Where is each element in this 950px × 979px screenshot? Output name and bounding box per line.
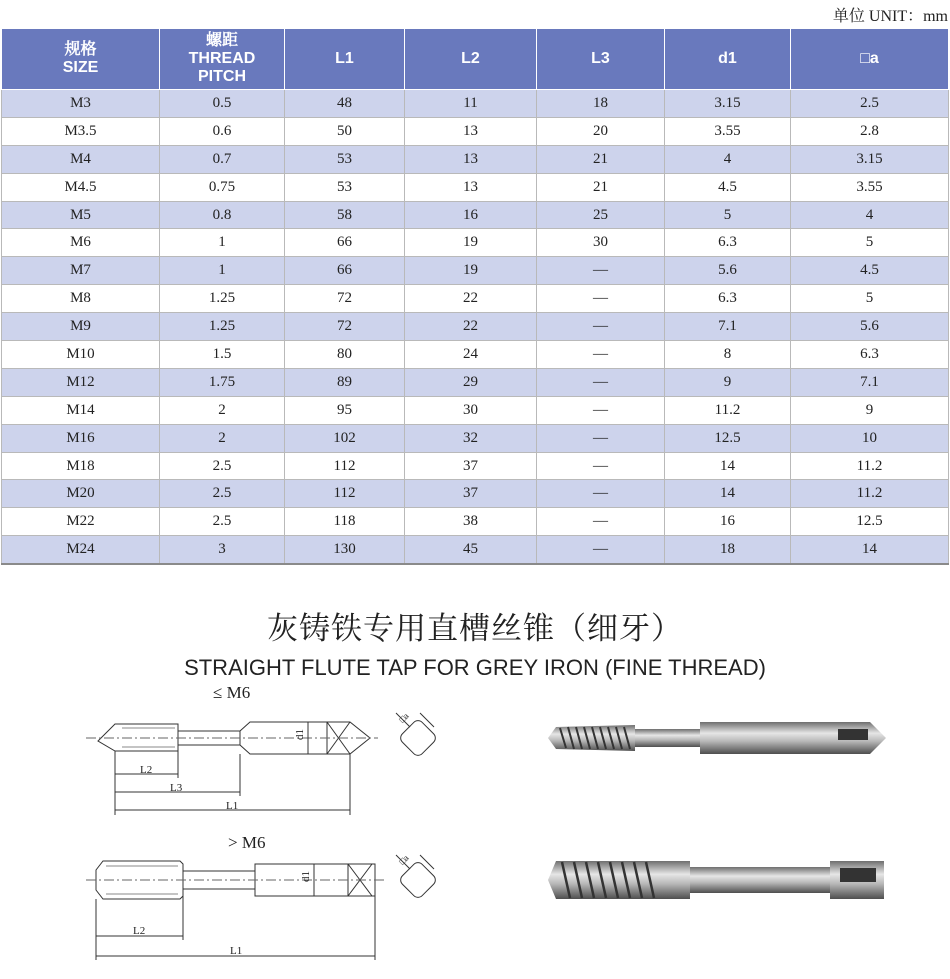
table-cell: 2.5	[160, 508, 285, 536]
table-cell: M4	[2, 145, 160, 173]
header-text-en: L3	[591, 50, 610, 67]
table-cell: 32	[405, 424, 537, 452]
header-text-en2: PITCH	[198, 68, 246, 85]
table-cell: M5	[2, 201, 160, 229]
table-cell: 14	[665, 452, 791, 480]
table-cell: 66	[285, 229, 405, 257]
header-text-en: d1	[718, 50, 737, 67]
table-cell: 30	[405, 396, 537, 424]
table-cell: 20	[537, 117, 665, 145]
large-tap-photo	[548, 861, 884, 899]
table-cell: M22	[2, 508, 160, 536]
table-cell: 1	[160, 257, 285, 285]
table-cell: 8	[665, 341, 791, 369]
table-cell: 37	[405, 480, 537, 508]
table-cell: 0.8	[160, 201, 285, 229]
table-cell: 7.1	[665, 313, 791, 341]
table-cell: 22	[405, 285, 537, 313]
table-cell: 3.15	[791, 145, 949, 173]
table-cell: 4	[665, 145, 791, 173]
table-cell: 13	[405, 117, 537, 145]
table-cell: 29	[405, 368, 537, 396]
table-cell: 112	[285, 480, 405, 508]
small-label-l3: L3	[170, 782, 183, 794]
table-cell: 9	[665, 368, 791, 396]
table-cell: 22	[405, 313, 537, 341]
table-cell: 0.6	[160, 117, 285, 145]
table-cell: 30	[537, 229, 665, 257]
condition-large: > M6	[228, 833, 266, 852]
table-cell: 11.2	[791, 452, 949, 480]
small-tap-photo	[548, 722, 886, 754]
header-text-en: L1	[335, 50, 354, 67]
table-cell: M10	[2, 341, 160, 369]
table-cell: 53	[285, 173, 405, 201]
table-cell: 11	[405, 90, 537, 118]
table-cell: 6.3	[665, 229, 791, 257]
table-cell: 11.2	[791, 480, 949, 508]
table-cell: 2.5	[160, 480, 285, 508]
table-cell: 2.5	[791, 90, 949, 118]
table-cell: 10	[791, 424, 949, 452]
table-cell: M12	[2, 368, 160, 396]
large-label-l2: L2	[133, 925, 146, 937]
table-cell: 12.5	[665, 424, 791, 452]
table-cell: 102	[285, 424, 405, 452]
table-cell: 0.7	[160, 145, 285, 173]
table-cell: 2	[160, 424, 285, 452]
table-cell: 24	[405, 341, 537, 369]
table-cell: 0.5	[160, 90, 285, 118]
table-cell: —	[537, 424, 665, 452]
table-cell: 7.1	[791, 368, 949, 396]
table-cell: —	[537, 257, 665, 285]
table-cell: 19	[405, 257, 537, 285]
table-cell: 6.3	[791, 341, 949, 369]
table-cell: —	[537, 396, 665, 424]
table-cell: 3	[160, 536, 285, 564]
table-cell: 3.55	[665, 117, 791, 145]
table-cell: 5.6	[791, 313, 949, 341]
table-cell: 37	[405, 452, 537, 480]
table-cell: 118	[285, 508, 405, 536]
table-cell: 0.75	[160, 173, 285, 201]
table-cell: 4.5	[791, 257, 949, 285]
table-cell: M6	[2, 229, 160, 257]
table-cell: 1	[160, 229, 285, 257]
table-cell: —	[537, 452, 665, 480]
table-cell: 112	[285, 452, 405, 480]
header-text-cn: 螺距	[205, 32, 238, 49]
small-label-l2: L2	[140, 764, 153, 776]
table-cell: 72	[285, 285, 405, 313]
table-cell: 2.5	[160, 452, 285, 480]
table-cell: 48	[285, 90, 405, 118]
small-label-l1: L1	[226, 800, 239, 812]
large-label-l1: L1	[230, 945, 243, 957]
table-cell: 53	[285, 145, 405, 173]
table-cell: 45	[405, 536, 537, 564]
table-cell: 21	[537, 173, 665, 201]
small-label-d1: d1	[294, 729, 306, 740]
table-cell: 14	[665, 480, 791, 508]
condition-small: ≤ M6	[213, 683, 251, 702]
title-chinese: 灰铸铁专用直槽丝锥（细牙）	[267, 611, 683, 647]
table-cell: 5	[791, 285, 949, 313]
table-cell: 72	[285, 313, 405, 341]
table-cell: 1.25	[160, 313, 285, 341]
table-cell: M9	[2, 313, 160, 341]
table-cell: —	[537, 508, 665, 536]
table-cell: —	[537, 480, 665, 508]
table-cell: —	[537, 536, 665, 564]
table-cell: 4.5	[665, 173, 791, 201]
table-cell: M20	[2, 480, 160, 508]
table-cell: 1.75	[160, 368, 285, 396]
table-cell: 4	[791, 201, 949, 229]
table-cell: 5.6	[665, 257, 791, 285]
table-cell: 2.8	[791, 117, 949, 145]
table-cell: —	[537, 285, 665, 313]
table-cell: 18	[537, 90, 665, 118]
table-cell: 66	[285, 257, 405, 285]
large-label-d1: d1	[300, 871, 312, 882]
table-cell: M7	[2, 257, 160, 285]
table-cell: M16	[2, 424, 160, 452]
table-cell: 18	[665, 536, 791, 564]
table-cell: M18	[2, 452, 160, 480]
header-text-en: L2	[461, 50, 480, 67]
table-cell: 38	[405, 508, 537, 536]
title-english: STRAIGHT FLUTE TAP FOR GREY IRON (FINE THREAD)	[184, 655, 766, 680]
table-cell: —	[537, 368, 665, 396]
table-cell: 11.2	[665, 396, 791, 424]
unit-label: 单位 UNIT：mm	[832, 8, 948, 25]
table-cell: 1.25	[160, 285, 285, 313]
table-cell: 12.5	[791, 508, 949, 536]
table-cell: M8	[2, 285, 160, 313]
small-label-a: □a	[396, 710, 411, 725]
table-cell: 13	[405, 173, 537, 201]
table-cell: 3.15	[665, 90, 791, 118]
table-cell: M3.5	[2, 117, 160, 145]
table-cell: 1.5	[160, 341, 285, 369]
table-cell: —	[537, 313, 665, 341]
table-cell: 80	[285, 341, 405, 369]
table-cell: 21	[537, 145, 665, 173]
header-text-cn: 规格	[64, 41, 97, 58]
table-cell: 19	[405, 229, 537, 257]
table-cell: 25	[537, 201, 665, 229]
table-cell: 13	[405, 145, 537, 173]
table-cell: 89	[285, 368, 405, 396]
table-cell: 95	[285, 396, 405, 424]
table-cell: M3	[2, 90, 160, 118]
header-text-en: THREAD	[188, 50, 256, 67]
table-cell: 14	[791, 536, 949, 564]
table-cell: 58	[285, 201, 405, 229]
table-cell: 16	[405, 201, 537, 229]
table-cell: 130	[285, 536, 405, 564]
table-cell: 6.3	[665, 285, 791, 313]
table-cell: M14	[2, 396, 160, 424]
large-label-a: □a	[396, 852, 411, 867]
table-cell: 50	[285, 117, 405, 145]
table-cell: 5	[665, 201, 791, 229]
table-cell: 2	[160, 396, 285, 424]
table-cell: M4.5	[2, 173, 160, 201]
table-cell: —	[537, 341, 665, 369]
table-cell: 5	[791, 229, 949, 257]
header-text-en: □a	[860, 50, 879, 67]
table-cell: 16	[665, 508, 791, 536]
table-cell: 9	[791, 396, 949, 424]
table-cell: M24	[2, 536, 160, 564]
header-text-en: SIZE	[62, 59, 99, 76]
table-cell: 3.55	[791, 173, 949, 201]
